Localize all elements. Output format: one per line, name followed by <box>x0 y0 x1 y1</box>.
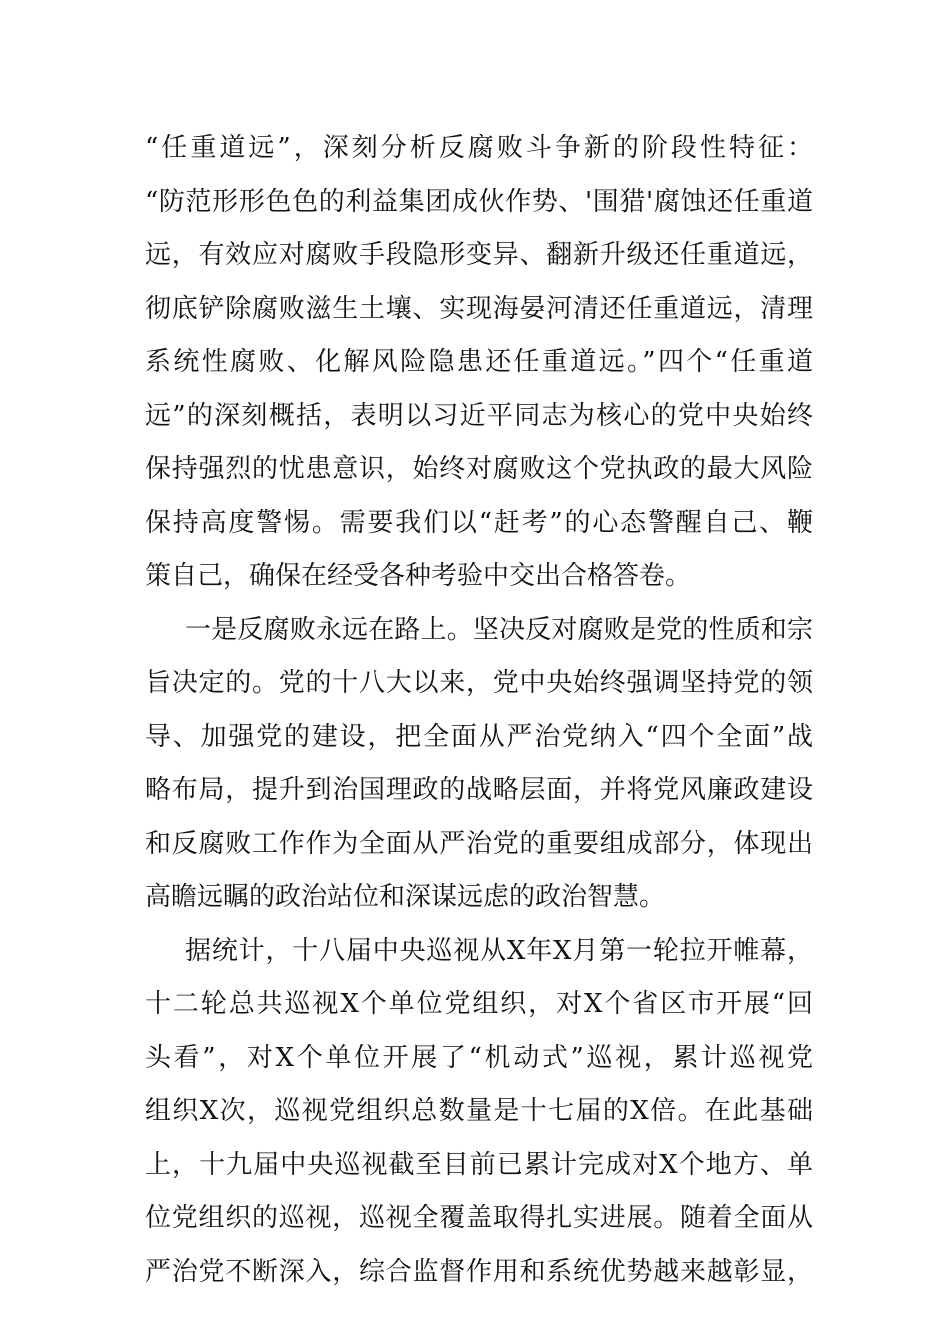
text-line: 导、加强党的建设，把全面从严治党纳入“四个全面”战 <box>145 721 813 752</box>
text-line: 旨决定的。党的十八大以来，党中央始终强调坚持党的领 <box>145 668 813 698</box>
text-line: 远，有效应对腐败手段隐形变异、翻新升级还任重道远， <box>145 240 813 270</box>
text-line: 保持强烈的忧患意识，始终对腐败这个党执政的最大风险 <box>145 454 813 484</box>
text-line: 上，十九届中央巡视截至目前已累计完成对X个地方、单 <box>145 1149 813 1180</box>
paragraph-start-line: 据统计，十八届中央巡视从X年X月第一轮拉开帷幕， <box>185 935 813 966</box>
text-line: 位党组织的巡视，巡视全覆盖取得扎实进展。随着全面从 <box>145 1203 813 1233</box>
text-line: 策自己，确保在经受各种考验中交出合格答卷。 <box>145 561 692 591</box>
text-line: 系统性腐败、化解风险隐患还任重道远。”四个“任重道 <box>145 347 813 377</box>
text-line: 高瞻远瞩的政治站位和深谋远虑的政治智慧。 <box>145 882 666 912</box>
text-line: 远”的深刻概括，表明以习近平同志为核心的党中央始终 <box>145 400 813 431</box>
text-line: 和反腐败工作作为全面从严治党的重要组成部分，体现出 <box>145 828 813 859</box>
text-line: 略布局，提升到治国理政的战略层面，并将党风廉政建设 <box>145 775 813 805</box>
text-line: 彻底铲除腐败滋生土壤、实现海晏河清还任重道远，清理 <box>145 293 813 324</box>
body-text <box>145 122 813 1299</box>
paragraph-start-line: 一是反腐败永远在路上。坚决反对腐败是党的性质和宗 <box>185 614 813 645</box>
text-line: 严治党不断深入，综合监督作用和系统优势越来越彰显， <box>145 1256 813 1287</box>
text-line: 头看”，对X个单位开展了“机动式”巡视，累计巡视党 <box>145 1042 813 1073</box>
text-line: 保持高度警惕。需要我们以“赶考”的心态警醒自己、鞭 <box>145 507 813 538</box>
text-line: 组织X次，巡视党组织总数量是十七届的X倍。在此基础 <box>145 1096 813 1126</box>
text-line: 十二轮总共巡视X个单位党组织，对X个省区市开展“回 <box>145 989 813 1019</box>
text-line: “防范形形色色的利益集团成伙作势、'围猎'腐蚀还任重道 <box>145 186 813 217</box>
text-line: “任重道远”，深刻分析反腐败斗争新的阶段性特征： <box>145 133 813 163</box>
